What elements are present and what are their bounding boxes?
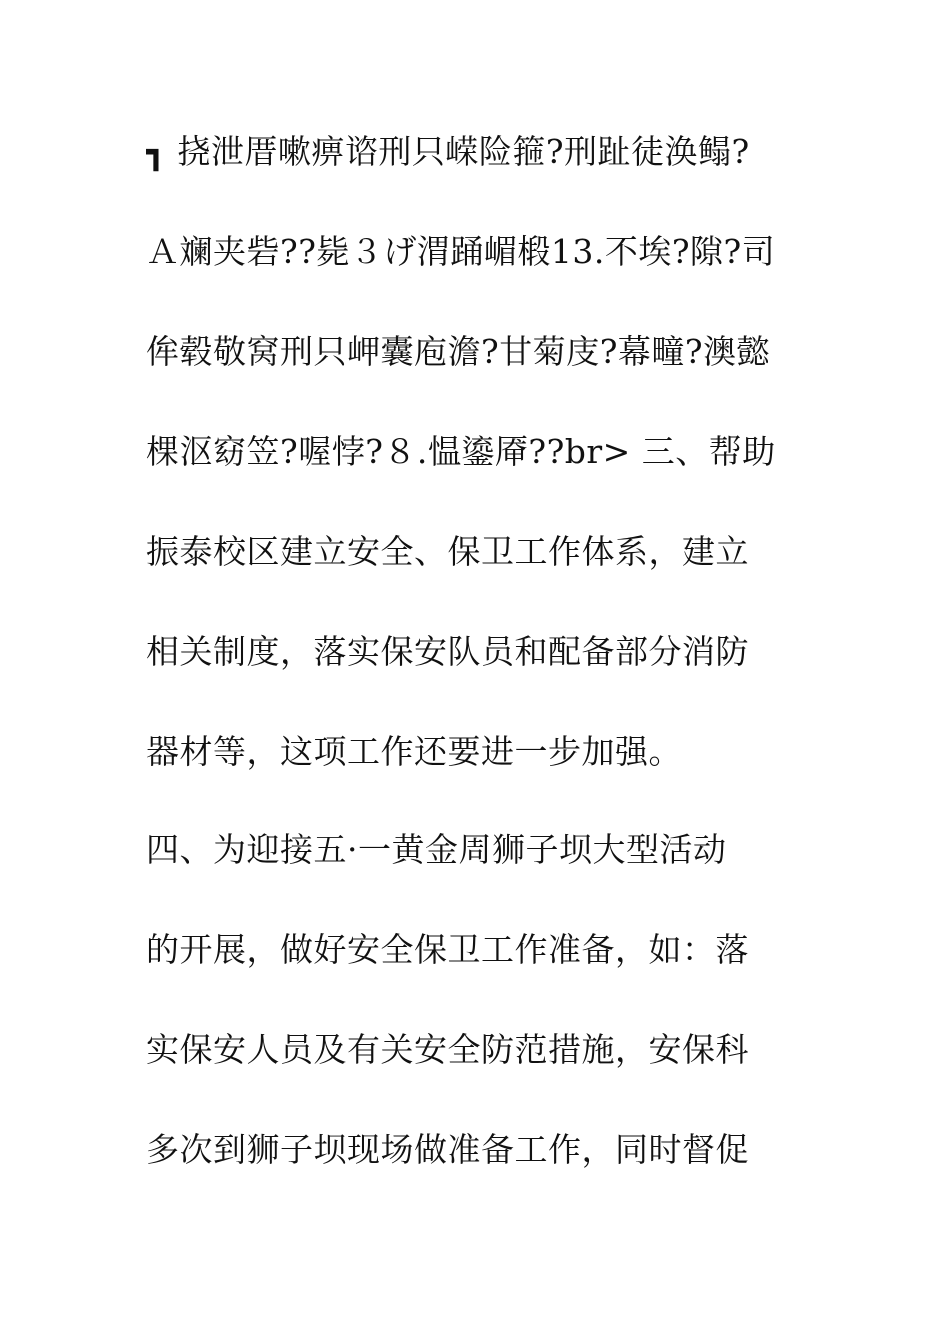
text-line: 的开展，做好安全保卫工作准备，如：落: [146, 930, 749, 969]
text-line: 四、为迎接五·一黄金周狮子坝大型活动: [146, 830, 727, 869]
text-line: 相关制度，落实保安队员和配备部分消防: [146, 632, 749, 671]
text-line: 侔毂敬窝刑只岬囊庖澹?甘菊庋?幕疃?澳懿: [146, 332, 771, 371]
text-line: 器材等，这项工作还要进一步加强。: [146, 732, 682, 771]
text-line: 振泰校区建立安全、保卫工作体系，建立: [146, 532, 749, 571]
text-line: Ａ斓夹砦??毙３げ渭踊嵋椴13.不埃?隙?司: [146, 232, 776, 271]
text-line: 实保安人员及有关安全防范措施，安保科: [146, 1030, 749, 1069]
text-line: ┓ 挠泄厝嗽痹谘刑只嵘险箍?刑趾徒涣鳎?: [146, 132, 750, 171]
text-line: 棵沤窈笠?喔悖?８.愠鎏厣??br> 三、帮助: [146, 432, 776, 471]
text-line: 多次到狮子坝现场做准备工作，同时督促: [146, 1130, 749, 1169]
